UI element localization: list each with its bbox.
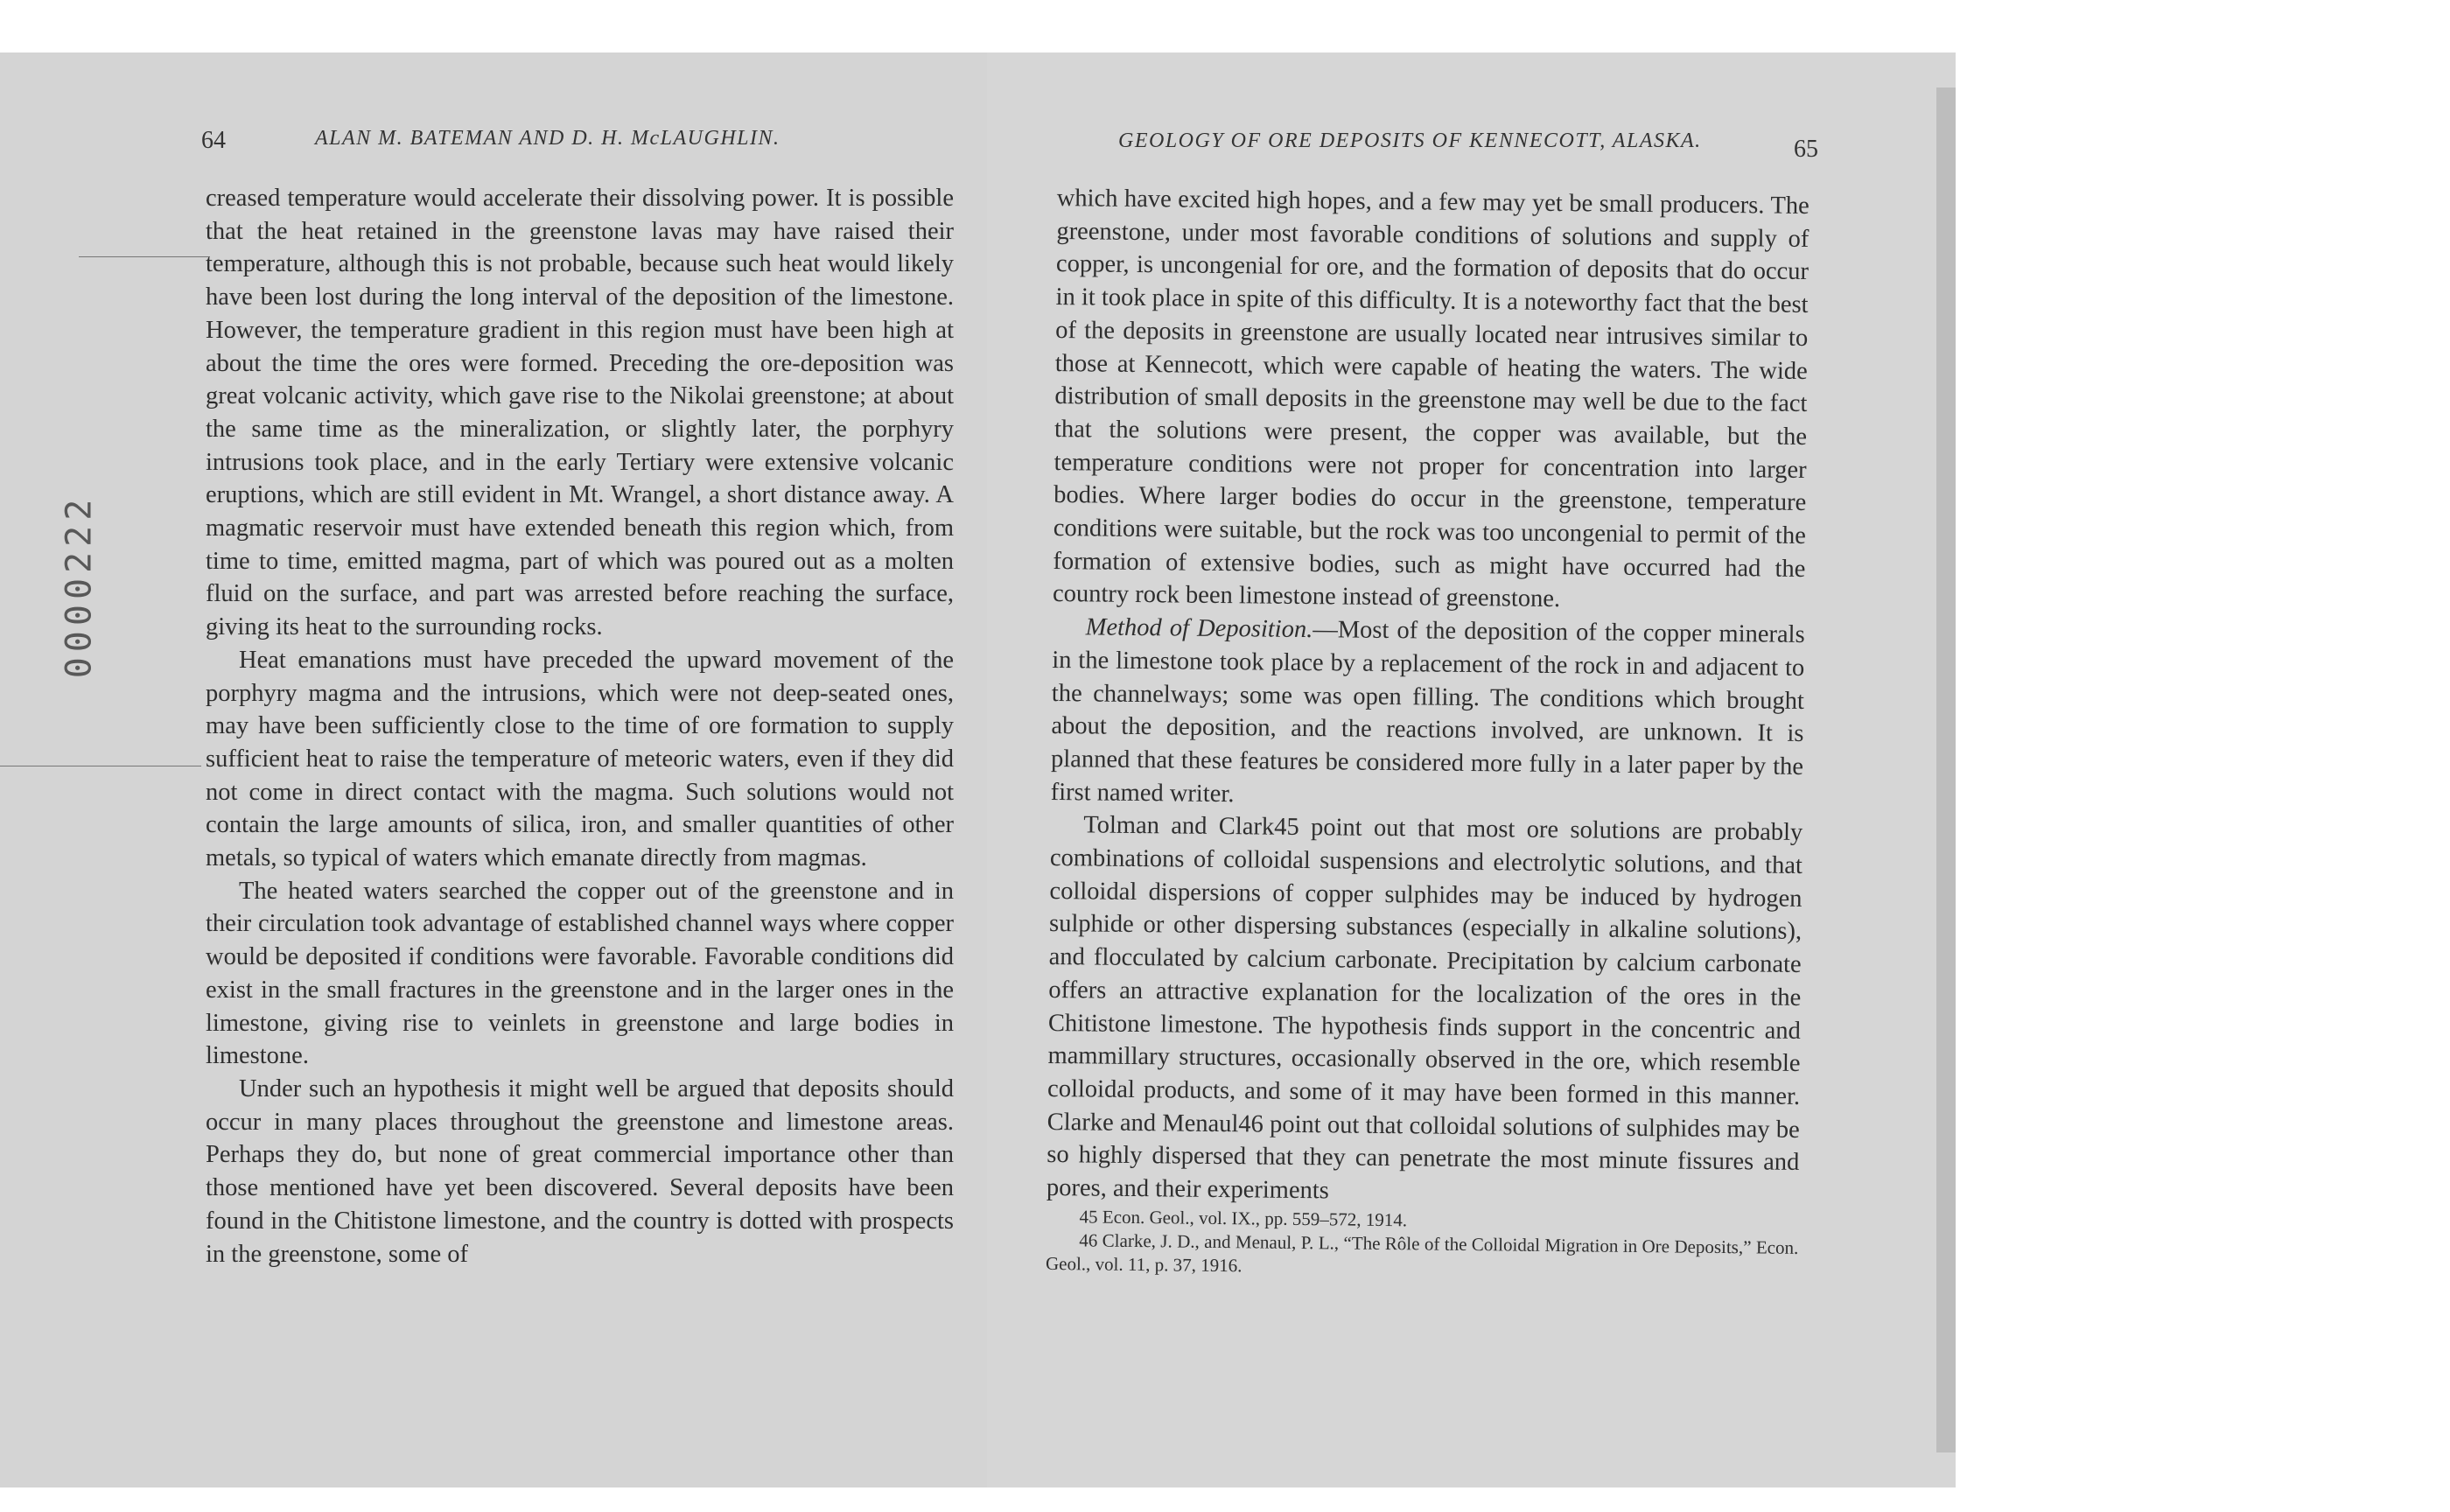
paragraph: The heated waters searched the copper out of the greenstone and in their circulation took advantage of established channel ways where copper would be deposited if conditions were favorable. Favorable conditions did exist in the small fractures in the greenstone and in the larger ones in the limestone, giving rise to veinlets in greenstone and large bodies in limestone.: [206, 877, 954, 1070]
margin-mark-line: [79, 256, 210, 257]
body-text: [1046, 182, 1810, 1284]
running-header: ALAN M. BATEMAN AND D. H. McLAUGHLIN.: [315, 127, 780, 150]
paragraph: Tolman and Clark45 point out that most ore solutions are probably combinations of colloidal suspensions and electrolytic solutions, and that colloidal dispersions of copper sulphides may be induced by hydrogen sulphide or other dispersing substances (especially in alkaline solutions), and flocculated by calcium carbonate. Precipitation by calcium carbonate offers an attractive explanation for the localization of the ores in the Chitistone limestone. The hypothesis finds support in the concentric and mammillary structures, occasionally observed in the ore, which resemble colloidal products, and some of it may have been formed in this manner. Clarke and Menaul46 point out that colloidal solutions of sulphides may be so highly dispersed that they can penetrate the most minute fissures and pores, and their experiments: [1046, 811, 1803, 1205]
footnote: 46 Clarke, J. D., and Menaul, P. L., “The Rôle of the Colloidal Migration in Ore Deposits,” Econ. Geol., vol. 11, p. 37, 1916.: [1045, 1229, 1799, 1277]
running-header: GEOLOGY OF ORE DEPOSITS OF KENNECOTT, ALASKA.: [1118, 130, 1702, 152]
body-text: [206, 182, 954, 1270]
paragraph: [1050, 611, 1804, 816]
paragraph: Under such an hypothesis it might well be argued that deposits should occur in many places throughout the greenstone and limestone areas. Perhaps they do, but none of great commercial importance other than those mentioned have yet been discovered. Several deposits have been found in the Chitistone limestone, and the country is dotted with prospects in the greenstone, some of: [206, 1074, 954, 1268]
paragraph: which have excited high hopes, and a few may yet be small producers. The greenstone, under most favorable conditions of solutions and supply of copper, is uncongenial for ore, and the formation of deposits that do occur in it took place in spite of this difficulty. It is a noteworthy fact that the best of the deposits in greenstone are usually located near intrusives similar to those at Kennecott, which were capable of heating the waters. The wide distribution of small deposits in the greenstone may well be due to the fact that the solutions were present, the copper was available, but the temperature conditions were not proper for concentration into larger bodies. Where larger bodies do occur in the greenstone, temperature conditions were suitable, but the rock was too uncongenial to permit of the formation of extensive bodies, such as might have occurred had the country rock been limestone instead of greenstone.: [1052, 184, 1810, 613]
section-text: —Most of the deposition of the copper minerals in the limestone took place by a replacement of the rock in and adjacent to the channelways; some was open filling. The conditions which brought about the deposition, and the reactions involved, are unknown. It is planned that these features be considered more fully in a later paper by the first named writer.: [1050, 616, 1805, 808]
margin-stamp: 0000222: [59, 494, 100, 679]
page-number: 64: [201, 127, 226, 154]
footnote: 45 Econ. Geol., vol. IX., pp. 559–572, 1914.: [1079, 1206, 1408, 1231]
page-number: 65: [1794, 136, 1818, 163]
page-edge-shadow: [1936, 88, 1956, 1452]
left-page: [0, 52, 987, 1488]
scanned-book-spread: [0, 52, 1956, 1488]
paragraph: Heat emanations must have preceded the upward movement of the porphyry magma and the intrusions, which were not deep-seated ones, may have been sufficiently close to the time of ore formation to supply sufficient heat to raise the temperature of meteoric waters, even if they did not come in direct contact with the magma. Such solutions would not contain the large amounts of silica, iron, and smaller quantities of other metals, so typical of waters which emanate directly from magmas.: [206, 646, 954, 872]
paragraph: creased temperature would accelerate their dissolving power. It is possible that the heat retained in the greenstone lavas may have raised their temperature, although this is not probable, because such heat would likely have been lost during the long interval of the deposition of the limestone. However, the temperature gradient in this region must have been high at about the time the ores were formed. Preceding the ore-deposition was great volcanic activity, which gave rise to the Nikolai greenstone; at about the same time as the mineralization, or slightly later, the porphyry intrusions took place, and in the early Tertiary were extensive volcanic eruptions, which are still evident in Mt. Wrangel, a short distance away. A magmatic reservoir must have extended beneath this region which, from time to time, emitted magma, part of which was poured out as a molten fluid on the surface, and part was arrested before reaching the surface, giving its heat to the surrounding rocks.: [206, 185, 954, 641]
section-heading: Method of Deposition.: [1085, 613, 1313, 644]
